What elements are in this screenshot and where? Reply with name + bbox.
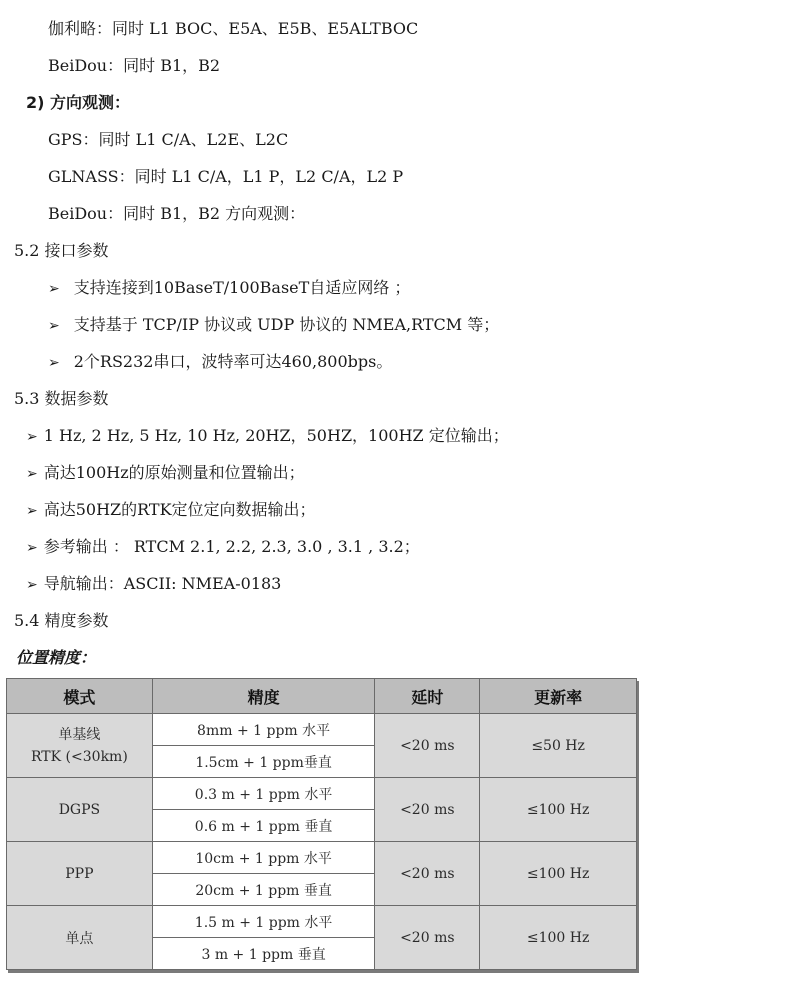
accuracy-horizontal-cell: 1.5 m + 1 ppm 水平: [152, 906, 375, 938]
arrow-bullet-icon: ➢: [48, 281, 60, 297]
direction-heading: 2) 方向观测：: [26, 93, 131, 112]
mode-cell: PPP: [7, 842, 153, 906]
list-item-text: 高达50HZ的RTK定位定向数据输出；: [43, 500, 316, 519]
mode-cell: 单点: [7, 906, 153, 970]
section-heading-interface: 5.2 接口参数: [14, 241, 109, 260]
arrow-bullet-icon: ➢: [48, 355, 60, 371]
delay-cell: <20 ms: [375, 842, 480, 906]
header-mode: 模式: [7, 679, 153, 714]
accuracy-horizontal-cell: 0.3 m + 1 ppm 水平: [152, 778, 375, 810]
mode-text: RTK (<30km): [31, 748, 128, 765]
list-item-text: 支持连接到10BaseT/100BaseT自适应网络 ；: [73, 278, 411, 297]
header-accuracy: 精度: [152, 679, 375, 714]
beidou-line: BeiDou：同时 B1，B2: [48, 56, 221, 75]
rate-cell: ≤100 Hz: [480, 842, 637, 906]
list-item: [26, 454, 305, 491]
list-item: [48, 269, 410, 306]
table-row: [7, 906, 637, 938]
list-item-text: 高达100Hz的原始测量和位置输出；: [43, 463, 305, 482]
galileo-line: 伽利略：同时 L1 BOC、E5A、E5B、E5ALTBOC: [48, 19, 419, 38]
mode-cell: DGPS: [7, 778, 153, 842]
rate-cell: ≤100 Hz: [480, 778, 637, 842]
list-item-text: 支持基于 TCP/IP 协议或 UDP 协议的 NMEA,RTCM 等；: [73, 315, 500, 334]
mode-cell: [7, 714, 153, 778]
table-row: [7, 714, 637, 746]
arrow-bullet-icon: ➢: [26, 466, 38, 482]
header-delay: 延时: [375, 679, 480, 714]
accuracy-vertical-cell: 1.5cm + 1 ppm垂直: [152, 746, 375, 778]
table-row: [7, 842, 637, 874]
arrow-bullet-icon: ➢: [26, 540, 38, 556]
mode-text: 单基线: [58, 726, 101, 743]
table-row: [7, 778, 637, 810]
arrow-bullet-icon: ➢: [48, 318, 60, 334]
list-item: [48, 306, 499, 343]
position-accuracy-title: 位置精度：: [16, 648, 97, 667]
list-item: [26, 528, 420, 565]
rate-cell: ≤50 Hz: [480, 714, 637, 778]
arrow-bullet-icon: ➢: [26, 577, 38, 593]
accuracy-horizontal-cell: 10cm + 1 ppm 水平: [152, 842, 375, 874]
accuracy-vertical-cell: 0.6 m + 1 ppm 垂直: [152, 810, 375, 842]
list-item-text: 参考输出 ： RTCM 2.1, 2.2, 2.3, 3.0 , 3.1 , 3.2；: [43, 537, 420, 556]
delay-cell: <20 ms: [375, 778, 480, 842]
accuracy-horizontal-cell: 8mm + 1 ppm 水平: [152, 714, 375, 746]
glonass-direction-line: GLNASS：同时 L1 C/A，L1 P，L2 C/A，L2 P: [48, 167, 404, 186]
accuracy-table: [6, 678, 637, 970]
list-item-text: 2个RS232串口，波特率可达460,800bps。: [73, 352, 393, 371]
table-header-row: [7, 679, 637, 714]
rate-cell: ≤100 Hz: [480, 906, 637, 970]
section-heading-accuracy: 5.4 精度参数: [14, 611, 109, 630]
arrow-bullet-icon: ➢: [26, 429, 38, 445]
delay-cell: <20 ms: [375, 714, 480, 778]
list-item: [48, 343, 392, 380]
accuracy-vertical-cell: 3 m + 1 ppm 垂直: [152, 938, 375, 970]
arrow-bullet-icon: ➢: [26, 503, 38, 519]
header-update-rate: 更新率: [480, 679, 637, 714]
list-item: [26, 417, 509, 454]
accuracy-vertical-cell: 20cm + 1 ppm 垂直: [152, 874, 375, 906]
list-item-text: 导航输出：ASCII: NMEA-0183: [43, 574, 282, 593]
section-heading-data: 5.3 数据参数: [14, 389, 109, 408]
list-item-text: 1 Hz, 2 Hz, 5 Hz, 10 Hz, 20HZ，50HZ，100HZ 定位输出；: [43, 426, 509, 445]
gps-direction-line: GPS：同时 L1 C/A、L2E、L2C: [48, 130, 289, 149]
beidou-direction-line: BeiDou：同时 B1，B2 方向观测：: [48, 204, 306, 223]
list-item: [26, 565, 281, 602]
delay-cell: <20 ms: [375, 906, 480, 970]
list-item: [26, 491, 316, 528]
